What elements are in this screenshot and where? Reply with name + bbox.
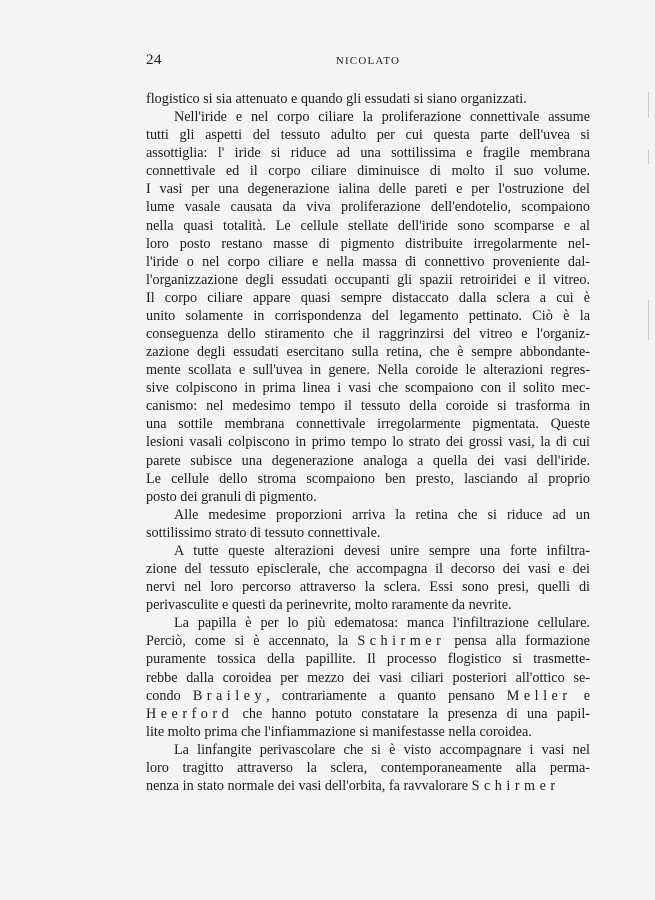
text-line: parete subisce una degenerazione analoga a quella dei vasi dell'iride. bbox=[146, 452, 590, 469]
text-line: sive colpiscono in prima linea i vasi che scompaiono con il solito mec- bbox=[146, 380, 590, 397]
text-line: posto dei granuli di pigmento. bbox=[146, 488, 317, 505]
text-line: una sottile membrana connettivale irregolarmente pigmentata. Queste bbox=[146, 416, 590, 433]
author-name: Heerford bbox=[146, 705, 234, 722]
text-line: connettivale ed il corpo ciliare diminuisce di molto il suo volume. bbox=[146, 163, 590, 180]
author-name: Schirmer bbox=[471, 777, 560, 794]
paragraph bbox=[146, 90, 590, 108]
text-line: Nell'iride e nel corpo ciliare la proliferazione connettivale assume bbox=[174, 109, 590, 126]
paragraph bbox=[146, 741, 590, 795]
text-line: La linfangite perivascolare che si è visto accompagnare i vasi nel bbox=[174, 741, 590, 758]
scan-margin-mark bbox=[648, 92, 649, 118]
text-line: I vasi per una degenerazione ialina delle pareti e per l'ostruzione del bbox=[146, 181, 590, 198]
text-line: loro tragitto attraverso la sclera, contemporaneamente alla perma- bbox=[146, 759, 590, 776]
text-line: assottiglia: l' iride si riduce ad una sottilissima e fragile membrana bbox=[146, 145, 590, 162]
text-line: rebbe dalla coroidea per mezzo dei vasi ciliari posteriori all'ottico se- bbox=[146, 669, 590, 686]
running-head: NICOLATO bbox=[335, 55, 401, 67]
scan-margin-mark bbox=[648, 150, 649, 164]
page-header bbox=[146, 52, 590, 72]
text-line: lesioni vasali colpiscono in primo tempo lo strato dei grossi vasi, la di cui bbox=[146, 434, 590, 451]
text-line: puramente tossica della papillite. Il processo flogistico si trasmette- bbox=[146, 651, 590, 668]
text-line: canismo: nel medesimo tempo il tessuto della coroide si trasforma in bbox=[146, 398, 590, 415]
text-line: tutti gli aspetti del tessuto adulto per cui questa parte dell'uvea si bbox=[146, 127, 590, 144]
text-line: Le cellule dello stroma scompaiono ben presto, lasciando al proprio bbox=[146, 470, 590, 487]
text-line: condo Brailey, contrariamente a quanto pensano Meller e bbox=[146, 687, 590, 704]
text-line: l'organizzazione degli essudati occupanti gli spazii retroiridei e il vitreo. bbox=[146, 271, 590, 288]
body-text bbox=[146, 90, 590, 795]
text-line: flogistico si sia attenuato e quando gli essudati si siano organizzati. bbox=[146, 91, 527, 107]
author-name: Brailey bbox=[192, 687, 267, 704]
text-line: lite molto prima che l'infiammazione si manifestasse nella coroidea. bbox=[146, 723, 532, 740]
text-line: l'iride o nel corpo ciliare e nella massa di connettivo proveniente dal- bbox=[146, 253, 590, 270]
text-line: lume vasale causata da viva proliferazione dell'endotelio, scompaiono bbox=[146, 199, 590, 216]
text-line: sottilissimo strato di tessuto connettivale. bbox=[146, 524, 381, 541]
author-name: Schirmer bbox=[357, 633, 446, 650]
paragraph bbox=[146, 542, 590, 614]
text-line: unito solamente in corrispondenza del legamento pettinato. Ciò è la bbox=[146, 307, 590, 324]
paragraph bbox=[146, 506, 590, 542]
text-line: A tutte queste alterazioni devesi unire sempre una forte infiltra- bbox=[174, 542, 590, 559]
page-number: 24 bbox=[146, 52, 162, 68]
text-line: mente scollata e sull'uvea in genere. Nella coroide le alterazioni regres- bbox=[146, 362, 590, 379]
text-line: Alle medesime proporzioni arriva la retina che si riduce ad un bbox=[174, 506, 590, 523]
author-name: Meller bbox=[506, 687, 572, 704]
text-line: loro posto restano masse di pigmento distribuite irregolarmente nel- bbox=[146, 235, 590, 252]
text-line: La papilla è per lo più edematosa: manca l'infiltrazione cellulare. bbox=[174, 615, 590, 632]
scan-margin-mark bbox=[648, 300, 649, 340]
paragraph bbox=[146, 614, 590, 741]
text-line: nenza in stato normale dei vasi dell'orbita, fa ravvalorare Schirmer bbox=[146, 777, 560, 794]
text-line: perivasculite e questi da perinevrite, molto raramente da nevrite. bbox=[146, 597, 512, 614]
text-line: nella quasi totalità. Le cellule stellate dell'iride sono scomparse e al bbox=[146, 217, 590, 234]
text-line: conseguenza dello stiramento che il raggrinzirsi del vitreo e l'organiz- bbox=[146, 326, 590, 343]
text-line: Heerford che hanno potuto constatare la presenza di una papil- bbox=[146, 705, 590, 722]
text-line: Perciò, come si è accennato, la Schirmer pensa alla formazione bbox=[146, 633, 590, 650]
text-line: zazione degli essudati esercitano sulla retina, che è sempre abbondante- bbox=[146, 344, 590, 361]
text-line: nervi nel loro percorso attraverso la sclera. Essi sono presi, quelli di bbox=[146, 579, 590, 596]
paragraph bbox=[146, 108, 590, 506]
text-line: Il corpo ciliare appare quasi sempre distaccato dalla sclera a cui è bbox=[146, 289, 590, 306]
text-line: zione del tessuto episclerale, che accompagna il decorso dei vasi e dei bbox=[146, 561, 590, 578]
